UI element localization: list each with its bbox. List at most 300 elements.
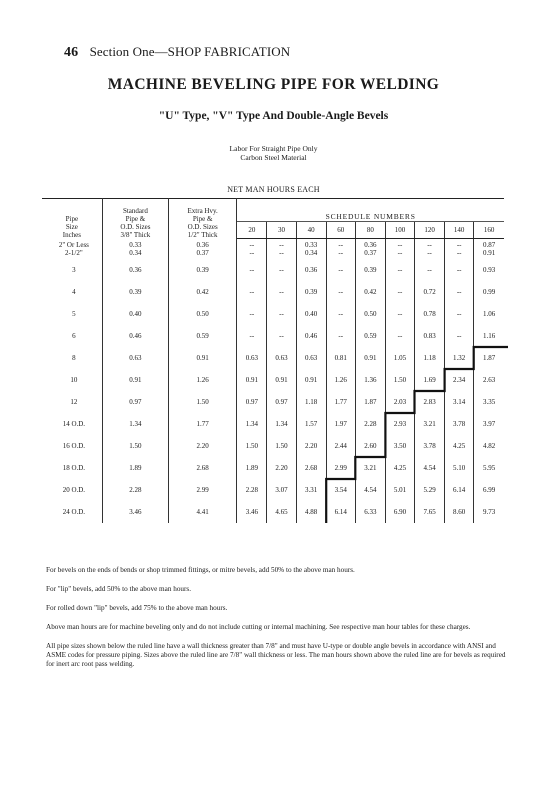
schedule-cell [474, 435, 504, 457]
schedule-cell [474, 303, 504, 325]
cell-value: 0.91 [245, 376, 258, 384]
cell-value: 2.20 [304, 442, 318, 450]
header-line: Size [65, 222, 78, 231]
cell-value: 0.34 [129, 248, 142, 257]
table-row [42, 239, 504, 260]
table-row [42, 347, 504, 369]
cell-value: 3.46 [129, 508, 142, 516]
schedule-cell [385, 391, 414, 413]
schedule-cell [474, 281, 504, 303]
schedule-cell [267, 435, 296, 457]
schedule-cell [267, 347, 296, 369]
schedule-cell [385, 239, 414, 260]
schedule-cell [355, 281, 385, 303]
extra-heavy-cell [169, 391, 237, 413]
cell-value: 1.32 [453, 354, 466, 362]
schedule-cell [267, 303, 296, 325]
cell-value: 2.83 [423, 398, 436, 406]
table-row [42, 259, 504, 281]
schedule-cell [474, 369, 504, 391]
cell-value: 3.78 [423, 442, 436, 450]
header-line: 1/2" Thick [187, 230, 218, 239]
schedule-cell [237, 413, 267, 435]
extra-heavy-header [169, 199, 237, 239]
cell-value: -- [249, 241, 255, 249]
cell-value: -- [338, 332, 344, 340]
cell-value: -- [456, 332, 462, 340]
standard-cell [102, 259, 168, 281]
schedule-cell [267, 369, 296, 391]
schedule-160-header: 160 [474, 222, 504, 239]
schedule-cell [415, 457, 445, 479]
schedule-cell [326, 501, 355, 523]
cell-value: -- [279, 241, 284, 249]
schedule-cell [296, 413, 326, 435]
extra-heavy-cell [169, 369, 237, 391]
page-subtitle: "U" Type, "V" Type And Double-Angle Bevels [158, 110, 389, 122]
cell-value: 3.54 [334, 486, 347, 494]
schedule-cell [445, 239, 474, 260]
cell-value: 3.46 [245, 508, 258, 516]
schedule-cell [445, 369, 474, 391]
schedule-cell [267, 259, 296, 281]
cell-value: 0.33 [129, 240, 142, 249]
cell-value: 2-1/2" [65, 248, 83, 257]
cell-value: 0.83 [423, 332, 436, 340]
schedule-cell [237, 479, 267, 501]
pipe-size-cell [42, 281, 102, 303]
cell-value: -- [279, 288, 284, 296]
schedule-cell [385, 281, 414, 303]
schedule-cell [296, 391, 326, 413]
notes-section [46, 566, 506, 679]
schedule-cell [296, 281, 326, 303]
cell-value: 1.26 [196, 376, 209, 384]
cell-value: 2.28 [245, 486, 258, 494]
cell-value: 1.87 [482, 354, 496, 362]
cell-value: 8.60 [453, 508, 466, 516]
cell-value: 3.97 [482, 420, 496, 428]
cell-value: -- [397, 241, 403, 249]
pipe-size-cell [42, 479, 102, 501]
schedule-cell [326, 457, 355, 479]
cell-value: 3.21 [423, 420, 436, 428]
cell-value: 0.91 [196, 354, 209, 362]
cell-value: 0.50 [364, 310, 377, 318]
pipe-size-cell [42, 413, 102, 435]
cell-value: 0.63 [304, 354, 318, 362]
cell-value: 1.26 [334, 376, 347, 384]
cell-value: 0.93 [482, 266, 496, 274]
cell-value: -- [456, 241, 462, 249]
pipe-size-header [42, 199, 102, 239]
header-line: O.D. Sizes [187, 222, 218, 231]
schedule-cell [385, 435, 414, 457]
schedule-cell [237, 347, 267, 369]
cell-value: 3.35 [482, 398, 496, 406]
cell-value: 2.63 [482, 376, 496, 384]
cell-value: 3.14 [453, 398, 466, 406]
cell-value: 0.42 [364, 288, 377, 296]
standard-cell [102, 347, 168, 369]
cell-value: -- [397, 288, 403, 296]
schedule-40-header: 40 [296, 222, 326, 239]
cell-value: 0.91 [304, 376, 318, 384]
cell-value: 0.42 [196, 288, 209, 296]
extra-heavy-cell [169, 501, 237, 523]
schedule-cell [415, 281, 445, 303]
schedule-cell [355, 239, 385, 260]
schedule-cell [385, 303, 414, 325]
schedule-cell [415, 435, 445, 457]
standard-cell [102, 457, 168, 479]
header-line: Pipe [65, 214, 79, 223]
table-row [42, 413, 504, 435]
schedule-cell [237, 501, 267, 523]
cell-value: 1.50 [196, 398, 209, 406]
cell-value: 1.97 [334, 420, 347, 428]
cell-value: -- [456, 249, 462, 257]
cell-value: 9.73 [482, 508, 496, 516]
schedule-cell [326, 239, 355, 260]
cell-value: 0.63 [245, 354, 258, 362]
schedule-cell [445, 281, 474, 303]
standard-cell [102, 325, 168, 347]
schedule-cell [326, 413, 355, 435]
table-row [42, 303, 504, 325]
cell-value: -- [456, 266, 462, 274]
cell-value: 4.65 [275, 508, 288, 516]
extra-heavy-cell [169, 413, 237, 435]
cell-value: 0.91 [129, 376, 142, 384]
cell-value: 0.87 [482, 241, 496, 249]
schedule-cell [445, 501, 474, 523]
schedule-cell [445, 347, 474, 369]
cell-value: 1.89 [129, 464, 142, 472]
table-row [42, 479, 504, 501]
schedule-cell [267, 325, 296, 347]
cell-value: 3.21 [364, 464, 377, 472]
extra-heavy-cell [169, 259, 237, 281]
cell-value: -- [249, 249, 255, 257]
cell-value: 1.18 [304, 398, 318, 406]
cell-value: 0.33 [304, 241, 318, 249]
schedule-cell [474, 239, 504, 260]
cell-value: 2.20 [196, 442, 209, 450]
pipe-size-cell [42, 501, 102, 523]
cell-value: -- [427, 266, 432, 274]
schedule-cell [267, 391, 296, 413]
cell-value: 1.36 [364, 376, 377, 384]
schedule-cell [355, 391, 385, 413]
cell-value: 0.46 [129, 332, 142, 340]
pipe-size-cell [42, 435, 102, 457]
cell-value: 16 O.D. [62, 442, 86, 450]
schedule-cell [296, 259, 326, 281]
schedule-cell [237, 259, 267, 281]
cell-value: -- [427, 241, 432, 249]
cell-value: -- [338, 266, 344, 274]
cell-value: 0.36 [129, 266, 142, 274]
table-row [42, 369, 504, 391]
cell-value: 1.77 [334, 398, 347, 406]
cell-value: 3 [72, 266, 76, 274]
schedule-cell [296, 325, 326, 347]
pipe-size-cell [42, 391, 102, 413]
cell-value: 3.07 [275, 486, 288, 494]
extra-heavy-cell [169, 239, 237, 260]
cell-value: 1.77 [196, 420, 209, 428]
cell-value: 8 [72, 354, 76, 362]
standard-cell [102, 281, 168, 303]
cell-value: 0.37 [364, 249, 377, 257]
schedule-cell [415, 413, 445, 435]
cell-value: 0.99 [482, 288, 496, 296]
cell-value: 2.28 [364, 420, 377, 428]
schedule-cell [267, 457, 296, 479]
schedule-cell [445, 259, 474, 281]
cell-value: -- [338, 249, 344, 257]
cell-value: 20 O.D. [62, 486, 86, 494]
pipe-size-cell [42, 239, 102, 260]
cell-value: -- [279, 310, 284, 318]
cell-value: 5.95 [482, 464, 496, 472]
table-row [42, 501, 504, 523]
header-line: Standard [122, 206, 148, 215]
cell-value: -- [279, 266, 284, 274]
cell-value: 14 O.D. [62, 420, 86, 428]
note-paragraph: All pipe sizes shown below the ruled line have a wall thickness greater than 7/8" and must have U-type or double angle bevels in accordance with ANSI and ASME codes for pressure piping. Sizes above the ruled line are 7/8" wall thickness or less. The man hours shown above the ruled line are for bevels as required for inert arc root pass welding. [46, 642, 506, 668]
cell-value: 0.63 [275, 354, 288, 362]
header-line: Pipe & [192, 214, 213, 223]
schedule-60-header: 60 [326, 222, 355, 239]
schedule-80-header: 80 [355, 222, 385, 239]
page-title: MACHINE BEVELING PIPE FOR WELDING [107, 76, 440, 93]
standard-cell [102, 501, 168, 523]
schedule-cell [326, 281, 355, 303]
schedule-cell [474, 501, 504, 523]
cell-value: 0.39 [196, 266, 209, 274]
cell-value: 0.36 [304, 266, 318, 274]
cell-value: 5.01 [393, 486, 407, 494]
cell-value: 2.28 [129, 486, 142, 494]
schedule-cell [474, 479, 504, 501]
cell-value: 0.97 [245, 398, 258, 406]
cell-value: 2.03 [393, 398, 407, 406]
cell-value: 3.31 [304, 486, 318, 494]
cell-value: 0.72 [423, 288, 436, 296]
extra-heavy-cell [169, 435, 237, 457]
schedule-cell [385, 457, 414, 479]
extra-heavy-cell [169, 457, 237, 479]
extra-heavy-cell [169, 479, 237, 501]
cell-value: 0.37 [196, 248, 209, 257]
cell-value: 4.54 [364, 486, 377, 494]
schedule-cell [415, 259, 445, 281]
schedule-cell [474, 325, 504, 347]
schedule-cell [237, 391, 267, 413]
cell-value: 5 [72, 310, 76, 318]
cell-value: 18 O.D. [62, 464, 86, 472]
cell-value: 4.88 [304, 508, 318, 516]
cell-value: 1.18 [423, 354, 436, 362]
cell-value: 2.20 [275, 464, 288, 472]
schedule-cell [296, 303, 326, 325]
page-number: 46 [64, 45, 79, 60]
note-paragraph: For rolled down "lip" bevels, add 75% to the above man hours. [46, 604, 228, 612]
cell-value: 0.97 [129, 398, 142, 406]
cell-value: 0.34 [304, 249, 318, 257]
schedule-cell [355, 259, 385, 281]
header-line: 3/8" Thick [120, 230, 151, 239]
cell-value: 1.50 [393, 376, 407, 384]
cell-value: 4.25 [393, 464, 407, 472]
man-hours-table [42, 198, 504, 523]
running-header [64, 44, 290, 61]
cell-value: 0.40 [129, 310, 142, 318]
section-title: Section One—SHOP FABRICATION [89, 44, 291, 59]
table-row [42, 281, 504, 303]
schedule-cell [296, 347, 326, 369]
cell-value: 4.54 [423, 464, 436, 472]
schedule-cell [326, 303, 355, 325]
schedule-cell [474, 259, 504, 281]
cell-value: 2.60 [364, 442, 377, 450]
schedule-cell [267, 281, 296, 303]
schedule-cell [355, 479, 385, 501]
cell-value: 6.33 [364, 508, 377, 516]
cell-value: 1.57 [304, 420, 318, 428]
cell-value: -- [249, 288, 255, 296]
schedule-cell [237, 239, 267, 260]
schedule-numbers-header: SCHEDULE NUMBERS [237, 199, 504, 222]
schedule-120-header: 120 [415, 222, 445, 239]
cell-value: 0.36 [364, 241, 377, 249]
cell-value: 10 [70, 376, 78, 384]
cell-value: 2.93 [393, 420, 407, 428]
cell-value: 1.69 [423, 376, 436, 384]
schedule-cell [296, 239, 326, 260]
table-row [42, 435, 504, 457]
schedule-cell [474, 347, 504, 369]
cell-value: 4.82 [482, 442, 496, 450]
schedule-cell [445, 325, 474, 347]
extra-heavy-cell [169, 303, 237, 325]
cell-value: -- [338, 310, 344, 318]
cell-value: -- [427, 249, 432, 257]
header-line: Inches [62, 230, 82, 239]
schedule-cell [237, 281, 267, 303]
cell-value: 1.89 [245, 464, 258, 472]
schedule-cell [296, 369, 326, 391]
schedule-cell [415, 303, 445, 325]
schedule-cell [445, 413, 474, 435]
standard-header [102, 199, 168, 239]
cell-value: 0.40 [304, 310, 318, 318]
schedule-cell [355, 325, 385, 347]
labor-line: Carbon Steel Material [240, 153, 307, 162]
schedule-cell [237, 457, 267, 479]
labor-line: Labor For Straight Pipe Only [229, 144, 318, 153]
schedule-30-header: 30 [267, 222, 296, 239]
schedule-cell [296, 501, 326, 523]
cell-value: 0.39 [304, 288, 318, 296]
schedule-cell [267, 239, 296, 260]
schedule-cell [385, 259, 414, 281]
cell-value: 0.59 [364, 332, 377, 340]
table-row [42, 325, 504, 347]
cell-value: -- [397, 332, 403, 340]
cell-value: -- [456, 288, 462, 296]
schedule-cell [415, 239, 445, 260]
standard-cell [102, 413, 168, 435]
labor-note [0, 144, 547, 162]
cell-value: 0.39 [364, 266, 377, 274]
cell-value: -- [397, 249, 403, 257]
cell-value: -- [397, 266, 403, 274]
cell-value: -- [249, 310, 255, 318]
extra-heavy-cell [169, 347, 237, 369]
cell-value: 1.34 [275, 420, 288, 428]
schedule-cell [267, 413, 296, 435]
extra-heavy-cell [169, 281, 237, 303]
cell-value: 1.06 [482, 310, 496, 318]
cell-value: 2.99 [196, 486, 209, 494]
schedule-cell [296, 457, 326, 479]
standard-cell [102, 479, 168, 501]
schedule-cell [474, 391, 504, 413]
schedule-cell [326, 347, 355, 369]
pipe-size-cell [42, 457, 102, 479]
cell-value: 6.99 [482, 486, 496, 494]
standard-cell [102, 391, 168, 413]
header-line: Pipe & [125, 214, 146, 223]
schedule-cell [415, 479, 445, 501]
cell-value: 1.34 [129, 420, 142, 428]
cell-value: 1.50 [129, 442, 142, 450]
header-line: O.D. Sizes [120, 222, 151, 231]
cell-value: -- [249, 266, 255, 274]
schedule-cell [385, 347, 414, 369]
pipe-size-cell [42, 325, 102, 347]
cell-value: -- [338, 288, 344, 296]
cell-value: 2.68 [304, 464, 318, 472]
schedule-cell [445, 391, 474, 413]
cell-value: 2.34 [453, 376, 466, 384]
schedule-cell [267, 501, 296, 523]
schedule-140-header: 140 [445, 222, 474, 239]
header-line: Extra Hvy. [187, 206, 218, 215]
schedule-20-header: 20 [237, 222, 267, 239]
cell-value: 6.90 [393, 508, 407, 516]
cell-value: 6.14 [453, 486, 466, 494]
schedule-cell [415, 347, 445, 369]
schedule-cell [474, 413, 504, 435]
cell-value: 1.05 [393, 354, 407, 362]
schedule-cell [415, 501, 445, 523]
schedule-cell [326, 479, 355, 501]
schedule-cell [237, 435, 267, 457]
cell-value: 2.68 [196, 464, 209, 472]
standard-cell [102, 239, 168, 260]
cell-value: 1.16 [482, 332, 496, 340]
schedule-cell [326, 325, 355, 347]
cell-value: -- [397, 310, 403, 318]
cell-value: 0.59 [196, 332, 209, 340]
cell-value: 1.87 [364, 398, 377, 406]
schedule-cell [326, 369, 355, 391]
schedule-cell [355, 369, 385, 391]
